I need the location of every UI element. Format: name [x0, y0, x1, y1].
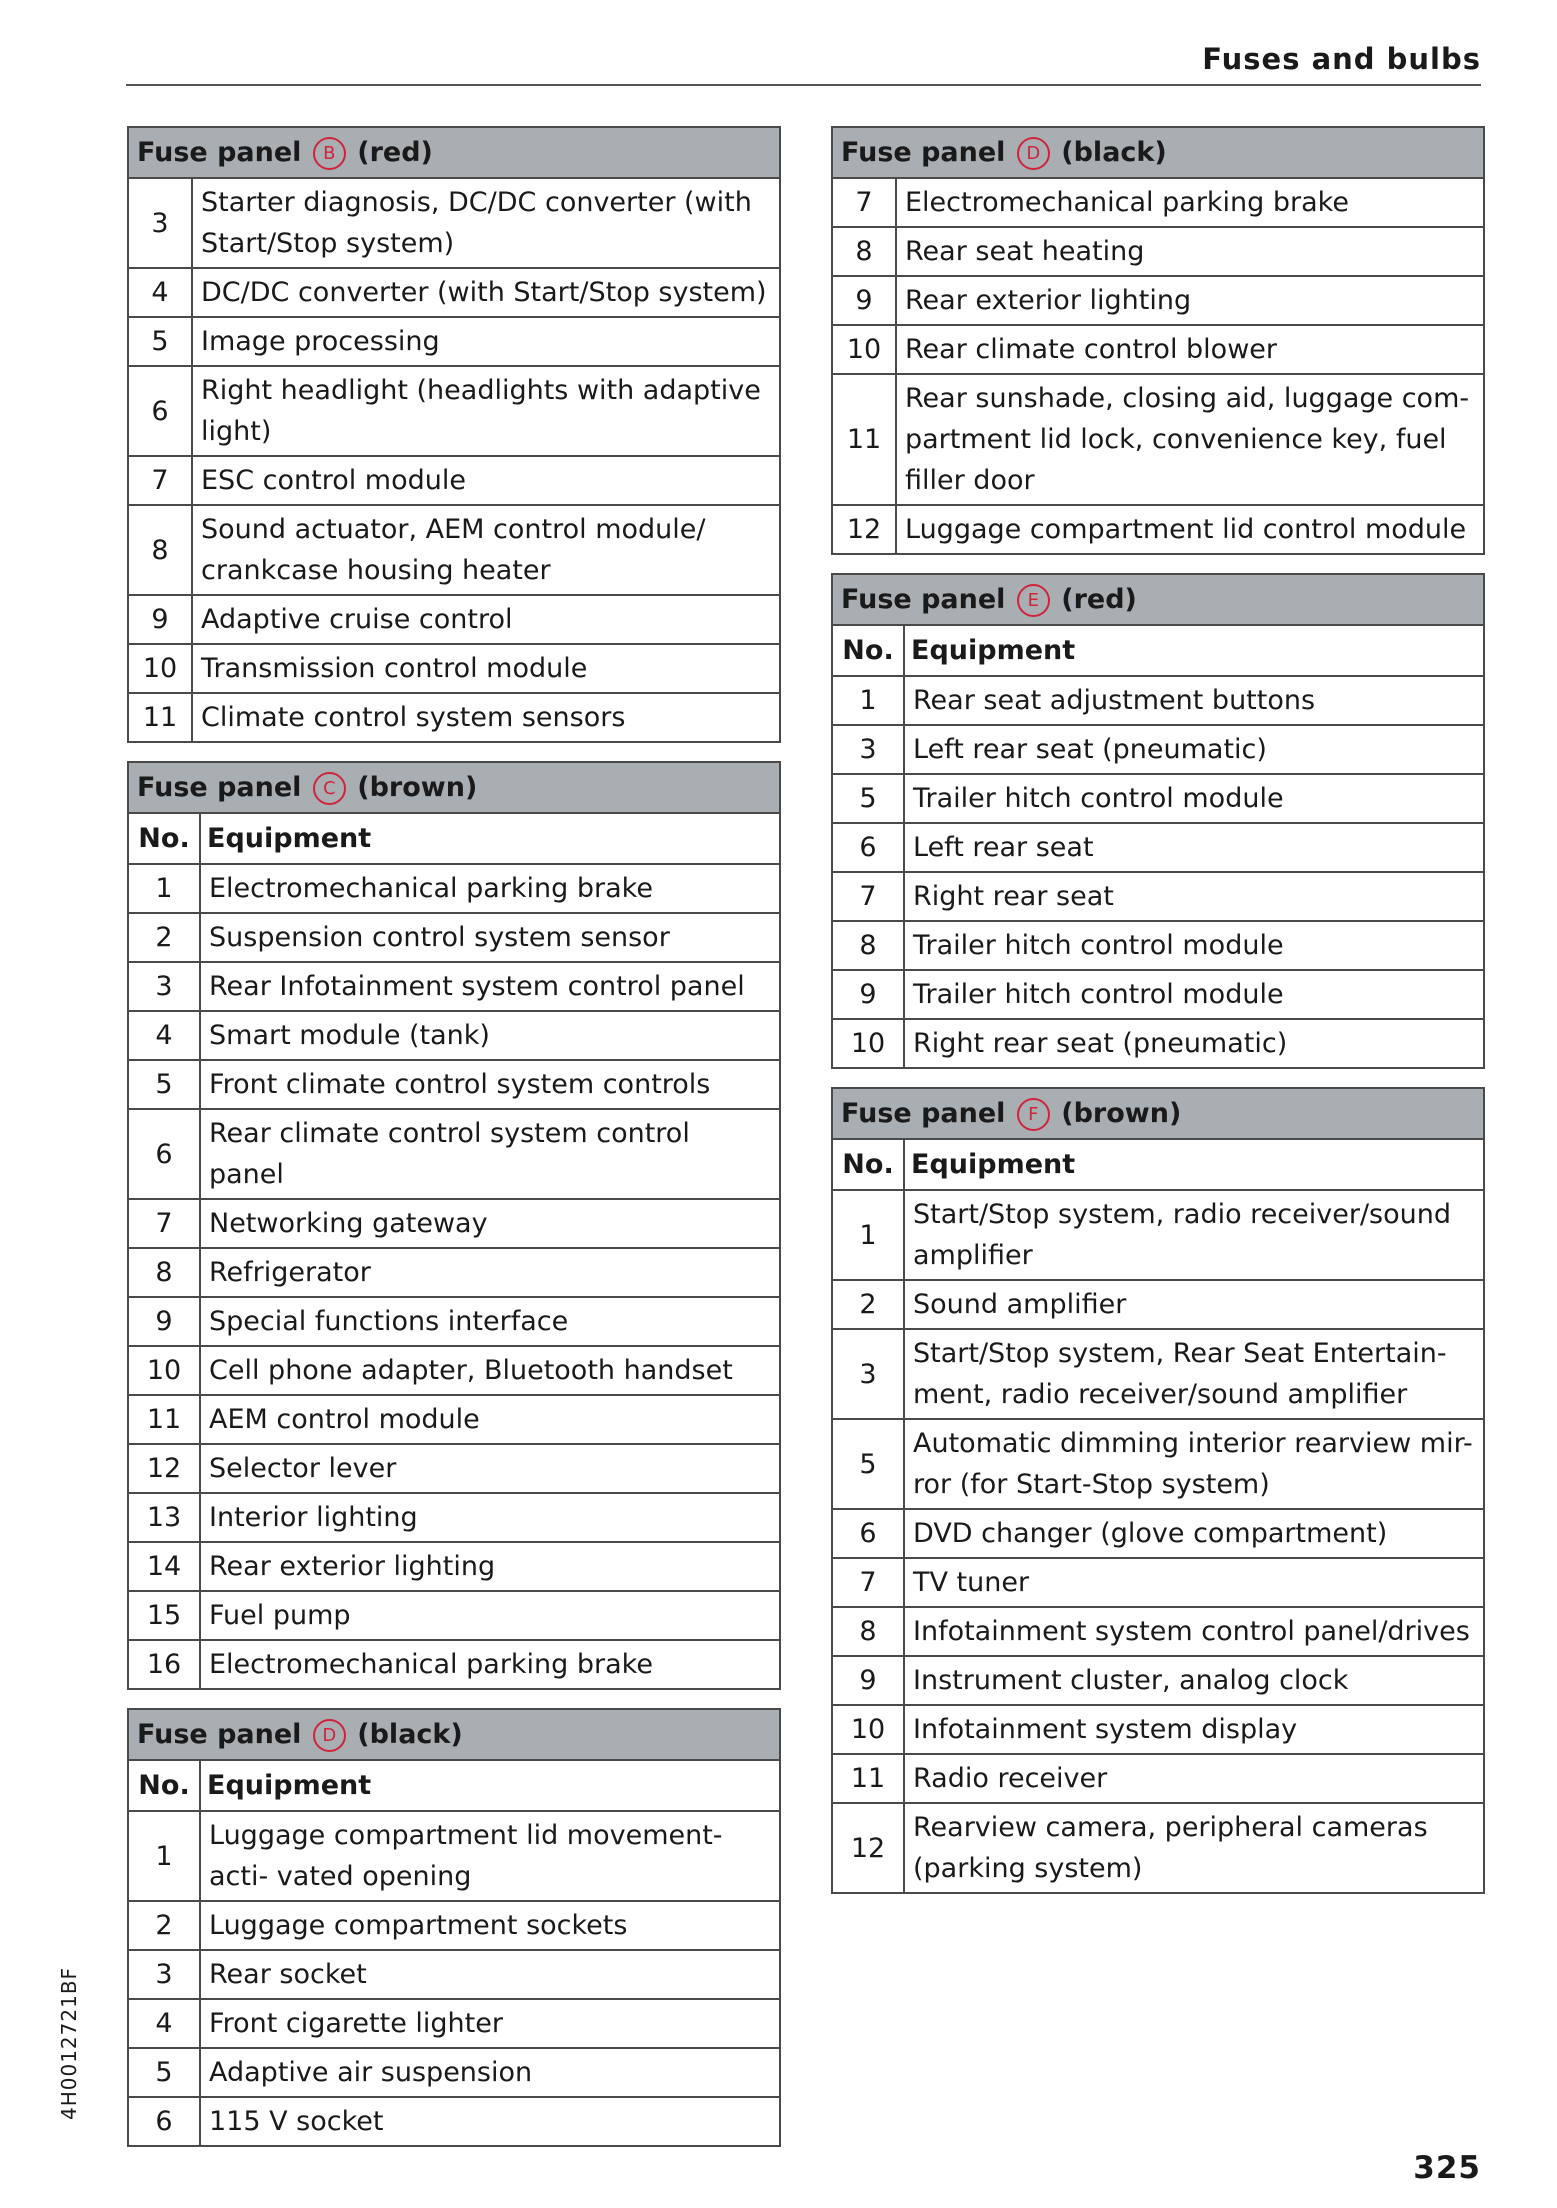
fuse-panel-b-table — [127, 126, 781, 743]
table-row — [128, 505, 780, 595]
fuse-equipment: Rearview camera, peripheral cameras (parking system) — [904, 1803, 1484, 1893]
panel-title-row — [832, 1088, 1484, 1139]
fuse-equipment: Start/Stop system, Rear Seat Entertain- ment, radio receiver/sound amplifier — [904, 1329, 1484, 1419]
fuse-number: 9 — [832, 970, 904, 1019]
panel-title-prefix: Fuse panel — [841, 137, 1006, 168]
fuse-number: 10 — [128, 1346, 200, 1395]
fuse-equipment: Rear exterior lighting — [200, 1542, 780, 1591]
panel-title — [832, 127, 1484, 178]
fuse-number: 3 — [832, 1329, 904, 1419]
fuse-equipment: Sound amplifier — [904, 1280, 1484, 1329]
panel-letter-badge: C — [313, 772, 346, 805]
fuse-equipment: Refrigerator — [200, 1248, 780, 1297]
fuse-equipment: Interior lighting — [200, 1493, 780, 1542]
fuse-panel-d-right-table — [831, 126, 1485, 555]
column-header-row — [128, 1760, 780, 1811]
fuse-panel-c-table — [127, 761, 781, 1690]
panel-title-row — [832, 574, 1484, 625]
table-row — [832, 970, 1484, 1019]
fuse-number: 2 — [832, 1280, 904, 1329]
column-header-equipment: Equipment — [904, 1139, 1484, 1190]
fuse-number: 11 — [128, 693, 192, 742]
fuse-number: 12 — [832, 505, 896, 554]
table-row — [832, 1280, 1484, 1329]
fuse-equipment: Luggage compartment lid control module — [896, 505, 1484, 554]
header-rule — [126, 84, 1481, 86]
fuse-number: 6 — [832, 823, 904, 872]
fuse-panel-f-table — [831, 1087, 1485, 1894]
panel-title-row — [128, 762, 780, 813]
fuse-number: 7 — [832, 178, 896, 227]
table-row — [128, 1640, 780, 1689]
fuse-number: 6 — [128, 1109, 200, 1199]
panel-title-prefix: Fuse panel — [137, 137, 302, 168]
column-header-row — [832, 625, 1484, 676]
table-row — [832, 178, 1484, 227]
fuse-equipment: Rear exterior lighting — [896, 276, 1484, 325]
fuse-equipment: DC/DC converter (with Start/Stop system) — [192, 268, 780, 317]
table-row — [832, 921, 1484, 970]
fuse-number: 11 — [832, 374, 896, 505]
fuse-number: 10 — [832, 325, 896, 374]
table-row — [832, 1607, 1484, 1656]
table-row — [128, 178, 780, 268]
page-header-title: Fuses and bulbs — [1202, 42, 1481, 76]
panel-title-prefix: Fuse panel — [841, 1098, 1006, 1129]
fuse-equipment: Adaptive cruise control — [192, 595, 780, 644]
table-row — [128, 2048, 780, 2097]
fuse-equipment: Transmission control module — [192, 644, 780, 693]
fuse-number: 15 — [128, 1591, 200, 1640]
fuse-number: 12 — [832, 1803, 904, 1893]
table-row — [128, 1444, 780, 1493]
column-header-no: No. — [128, 813, 200, 864]
panel-color-label: (brown) — [357, 772, 478, 803]
fuse-number: 11 — [832, 1754, 904, 1803]
fuse-equipment: Rear socket — [200, 1950, 780, 1999]
table-row — [832, 1656, 1484, 1705]
fuse-equipment: ESC control module — [192, 456, 780, 505]
fuse-number: 5 — [128, 317, 192, 366]
fuse-number: 9 — [832, 1656, 904, 1705]
panel-letter-badge: F — [1017, 1098, 1050, 1131]
fuse-equipment: 115 V socket — [200, 2097, 780, 2146]
fuse-number: 7 — [832, 872, 904, 921]
fuse-number: 10 — [128, 644, 192, 693]
fuse-equipment: Trailer hitch control module — [904, 970, 1484, 1019]
panel-title — [128, 127, 780, 178]
fuse-equipment: Smart module (tank) — [200, 1011, 780, 1060]
fuse-equipment: Rear climate control system control panel — [200, 1109, 780, 1199]
table-row — [128, 1950, 780, 1999]
table-row — [128, 913, 780, 962]
table-row — [832, 227, 1484, 276]
table-row — [128, 268, 780, 317]
table-row — [832, 676, 1484, 725]
fuse-equipment: Fuel pump — [200, 1591, 780, 1640]
panel-color-label: (red) — [357, 137, 433, 168]
fuse-number: 10 — [832, 1705, 904, 1754]
page-number: 325 — [1413, 2150, 1481, 2186]
fuse-number: 6 — [128, 366, 192, 456]
column-header-equipment: Equipment — [200, 813, 780, 864]
fuse-equipment: DVD changer (glove compartment) — [904, 1509, 1484, 1558]
panel-color-label: (black) — [357, 1719, 463, 1750]
fuse-number: 8 — [128, 1248, 200, 1297]
table-row — [832, 1329, 1484, 1419]
fuse-equipment: Right rear seat (pneumatic) — [904, 1019, 1484, 1068]
table-row — [832, 725, 1484, 774]
fuse-equipment: Rear seat heating — [896, 227, 1484, 276]
column-header-equipment: Equipment — [200, 1760, 780, 1811]
fuse-equipment: Automatic dimming interior rearview mir- ror (for Start-Stop system) — [904, 1419, 1484, 1509]
fuse-number: 4 — [128, 268, 192, 317]
table-row — [128, 1060, 780, 1109]
fuse-number: 9 — [128, 595, 192, 644]
panel-color-label: (red) — [1061, 584, 1137, 615]
fuse-number: 1 — [832, 676, 904, 725]
fuse-equipment: Right rear seat — [904, 872, 1484, 921]
table-row — [128, 644, 780, 693]
fuse-equipment: Cell phone adapter, Bluetooth handset — [200, 1346, 780, 1395]
fuse-equipment: Trailer hitch control module — [904, 774, 1484, 823]
table-row — [128, 1901, 780, 1950]
column-header-no: No. — [128, 1760, 200, 1811]
table-row — [832, 872, 1484, 921]
fuse-equipment: Luggage compartment lid movement-acti- vated opening — [200, 1811, 780, 1901]
fuse-equipment: Left rear seat (pneumatic) — [904, 725, 1484, 774]
panel-letter-badge: D — [1017, 137, 1050, 170]
table-row — [832, 1019, 1484, 1068]
fuse-equipment: Luggage compartment sockets — [200, 1901, 780, 1950]
fuse-number: 6 — [832, 1509, 904, 1558]
fuse-number: 3 — [128, 962, 200, 1011]
fuse-number: 1 — [128, 1811, 200, 1901]
panel-letter-badge: E — [1017, 584, 1050, 617]
fuse-equipment: Electromechanical parking brake — [200, 1640, 780, 1689]
right-column — [831, 126, 1485, 1912]
panel-title-prefix: Fuse panel — [841, 584, 1006, 615]
fuse-equipment: Start/Stop system, radio receiver/sound amplifier — [904, 1190, 1484, 1280]
panel-letter-badge: B — [313, 137, 346, 170]
fuse-equipment: Electromechanical parking brake — [200, 864, 780, 913]
fuse-number: 5 — [832, 774, 904, 823]
table-row — [128, 2097, 780, 2146]
table-row — [832, 1190, 1484, 1280]
panel-title — [832, 574, 1484, 625]
fuse-number: 8 — [832, 1607, 904, 1656]
panel-title — [832, 1088, 1484, 1139]
fuse-equipment: Rear sunshade, closing aid, luggage com- partment lid lock, convenience key, fuel filler door — [896, 374, 1484, 505]
fuse-equipment: Rear climate control blower — [896, 325, 1484, 374]
table-row — [128, 1591, 780, 1640]
fuse-number: 5 — [832, 1419, 904, 1509]
table-row — [832, 1803, 1484, 1893]
fuse-number: 2 — [128, 913, 200, 962]
table-row — [128, 1297, 780, 1346]
fuse-number: 8 — [832, 227, 896, 276]
table-row — [832, 276, 1484, 325]
fuse-number: 1 — [832, 1190, 904, 1280]
panel-title-row — [128, 1709, 780, 1760]
panel-title-prefix: Fuse panel — [137, 1719, 302, 1750]
table-row — [128, 1811, 780, 1901]
fuse-number: 2 — [128, 1901, 200, 1950]
fuse-equipment: Image processing — [192, 317, 780, 366]
fuse-equipment: AEM control module — [200, 1395, 780, 1444]
panel-letter-badge: D — [313, 1719, 346, 1752]
panel-title-prefix: Fuse panel — [137, 772, 302, 803]
table-row — [128, 366, 780, 456]
fuse-equipment: Radio receiver — [904, 1754, 1484, 1803]
fuse-equipment: Rear Infotainment system control panel — [200, 962, 780, 1011]
panel-title-row — [832, 127, 1484, 178]
fuse-number: 12 — [128, 1444, 200, 1493]
table-row — [832, 325, 1484, 374]
fuse-number: 8 — [832, 921, 904, 970]
column-header-row — [128, 813, 780, 864]
table-row — [128, 1011, 780, 1060]
table-row — [128, 595, 780, 644]
fuse-panel-e-table — [831, 573, 1485, 1069]
column-header-no: No. — [832, 625, 904, 676]
fuse-number: 5 — [128, 2048, 200, 2097]
table-row — [128, 1493, 780, 1542]
fuse-equipment: Networking gateway — [200, 1199, 780, 1248]
fuse-equipment: Rear seat adjustment buttons — [904, 676, 1484, 725]
fuse-number: 5 — [128, 1060, 200, 1109]
column-header-equipment: Equipment — [904, 625, 1484, 676]
fuse-equipment: Front cigarette lighter — [200, 1999, 780, 2048]
panel-title — [128, 1709, 780, 1760]
table-row — [128, 456, 780, 505]
panel-color-label: (black) — [1061, 137, 1167, 168]
fuse-equipment: Selector lever — [200, 1444, 780, 1493]
table-row — [128, 1346, 780, 1395]
panel-title — [128, 762, 780, 813]
table-row — [832, 1509, 1484, 1558]
left-column — [127, 126, 781, 2165]
fuse-number: 8 — [128, 505, 192, 595]
column-header-row — [832, 1139, 1484, 1190]
table-row — [128, 1395, 780, 1444]
fuse-equipment: Infotainment system control panel/drives — [904, 1607, 1484, 1656]
fuse-equipment: Climate control system sensors — [192, 693, 780, 742]
table-row — [832, 1558, 1484, 1607]
fuse-equipment: Starter diagnosis, DC/DC converter (with Start/Stop system) — [192, 178, 780, 268]
table-row — [128, 1542, 780, 1591]
fuse-number: 14 — [128, 1542, 200, 1591]
fuse-number: 7 — [128, 1199, 200, 1248]
fuse-equipment: Special functions interface — [200, 1297, 780, 1346]
fuse-number: 4 — [128, 1999, 200, 2048]
table-row — [832, 1705, 1484, 1754]
table-row — [832, 505, 1484, 554]
fuse-number: 16 — [128, 1640, 200, 1689]
fuse-equipment: Right headlight (headlights with adaptive light) — [192, 366, 780, 456]
fuse-number: 3 — [832, 725, 904, 774]
fuse-number: 9 — [832, 276, 896, 325]
fuse-equipment: Suspension control system sensor — [200, 913, 780, 962]
fuse-panel-d-left-table — [127, 1708, 781, 2147]
fuse-number: 3 — [128, 1950, 200, 1999]
fuse-number: 7 — [128, 456, 192, 505]
table-row — [832, 1754, 1484, 1803]
table-row — [832, 1419, 1484, 1509]
fuse-equipment: Instrument cluster, analog clock — [904, 1656, 1484, 1705]
table-row — [128, 1248, 780, 1297]
fuse-equipment: Sound actuator, AEM control module/ crankcase housing heater — [192, 505, 780, 595]
column-header-no: No. — [832, 1139, 904, 1190]
fuse-number: 4 — [128, 1011, 200, 1060]
fuse-number: 10 — [832, 1019, 904, 1068]
table-row — [832, 374, 1484, 505]
table-row — [128, 864, 780, 913]
panel-color-label: (brown) — [1061, 1098, 1182, 1129]
table-row — [128, 1109, 780, 1199]
table-row — [832, 774, 1484, 823]
fuse-equipment: Front climate control system controls — [200, 1060, 780, 1109]
table-row — [128, 1999, 780, 2048]
table-row — [128, 1199, 780, 1248]
fuse-equipment: Trailer hitch control module — [904, 921, 1484, 970]
fuse-equipment: Adaptive air suspension — [200, 2048, 780, 2097]
fuse-number: 7 — [832, 1558, 904, 1607]
fuse-number: 9 — [128, 1297, 200, 1346]
fuse-equipment: TV tuner — [904, 1558, 1484, 1607]
fuse-number: 3 — [128, 178, 192, 268]
table-row — [128, 962, 780, 1011]
document-code: 4H0012721BF — [57, 1966, 81, 2120]
fuse-number: 1 — [128, 864, 200, 913]
table-row — [832, 823, 1484, 872]
fuse-equipment: Left rear seat — [904, 823, 1484, 872]
fuse-number: 13 — [128, 1493, 200, 1542]
fuse-number: 11 — [128, 1395, 200, 1444]
table-row — [128, 693, 780, 742]
fuse-equipment: Infotainment system display — [904, 1705, 1484, 1754]
panel-title-row — [128, 127, 780, 178]
fuse-number: 6 — [128, 2097, 200, 2146]
fuse-equipment: Electromechanical parking brake — [896, 178, 1484, 227]
table-row — [128, 317, 780, 366]
